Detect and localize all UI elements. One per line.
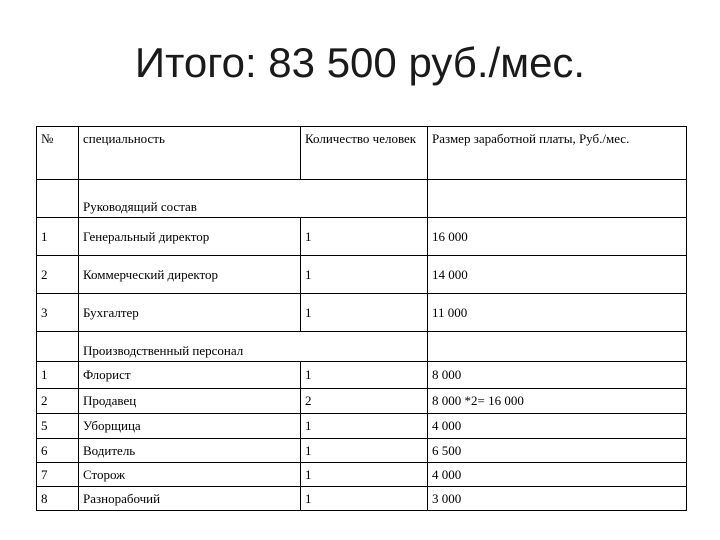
row-name: Разнорабочий [79, 487, 301, 511]
row-salary: 8 000 *2= 16 000 [428, 389, 687, 414]
row-salary: 4 000 [428, 414, 687, 439]
row-count: 1 [301, 362, 428, 389]
section-label: Руководящий состав [79, 180, 428, 218]
header-specialty: специальность [79, 127, 301, 180]
header-salary: Размер заработной платы, Руб./мес. [428, 127, 687, 180]
row-num: 3 [37, 294, 79, 332]
page-title: Итого: 83 500 руб./мес. [134, 39, 586, 86]
table-row [37, 362, 687, 389]
row-name: Флорист [79, 362, 301, 389]
row-count: 1 [301, 463, 428, 487]
row-name: Уборщица [79, 414, 301, 439]
row-count: 2 [301, 389, 428, 414]
row-salary: 16 000 [428, 218, 687, 256]
section-label: Производственный персонал [79, 332, 428, 362]
table-row [37, 294, 687, 332]
row-num: 8 [37, 487, 79, 511]
row-num: 5 [37, 414, 79, 439]
row-count: 1 [301, 294, 428, 332]
row-count: 1 [301, 414, 428, 439]
row-count: 1 [301, 487, 428, 511]
row-salary: 8 000 [428, 362, 687, 389]
header-count: Количество человек [301, 127, 428, 180]
row-num: 1 [37, 362, 79, 389]
section-row-production [37, 332, 687, 362]
row-name: Продавец [79, 389, 301, 414]
section-row-management [37, 180, 687, 218]
row-name: Водитель [79, 439, 301, 463]
row-salary: 6 500 [428, 439, 687, 463]
table-row [37, 439, 687, 463]
row-salary: 3 000 [428, 487, 687, 511]
table-row [37, 256, 687, 294]
header-row [37, 127, 687, 180]
row-salary: 4 000 [428, 463, 687, 487]
table-row [37, 487, 687, 511]
row-count: 1 [301, 218, 428, 256]
table-row [37, 218, 687, 256]
table-row [37, 414, 687, 439]
table-row [37, 463, 687, 487]
row-num: 7 [37, 463, 79, 487]
row-num: 2 [37, 389, 79, 414]
table-row [37, 389, 687, 414]
row-num: 6 [37, 439, 79, 463]
row-count: 1 [301, 256, 428, 294]
row-num: 1 [37, 218, 79, 256]
row-name: Сторож [79, 463, 301, 487]
row-count: 1 [301, 439, 428, 463]
row-salary: 14 000 [428, 256, 687, 294]
row-name: Генеральный директор [79, 218, 301, 256]
staff-salary-table [36, 126, 687, 511]
row-num: 2 [37, 256, 79, 294]
row-salary: 11 000 [428, 294, 687, 332]
row-name: Бухгалтер [79, 294, 301, 332]
row-name: Коммерческий директор [79, 256, 301, 294]
header-num: № [37, 127, 79, 180]
